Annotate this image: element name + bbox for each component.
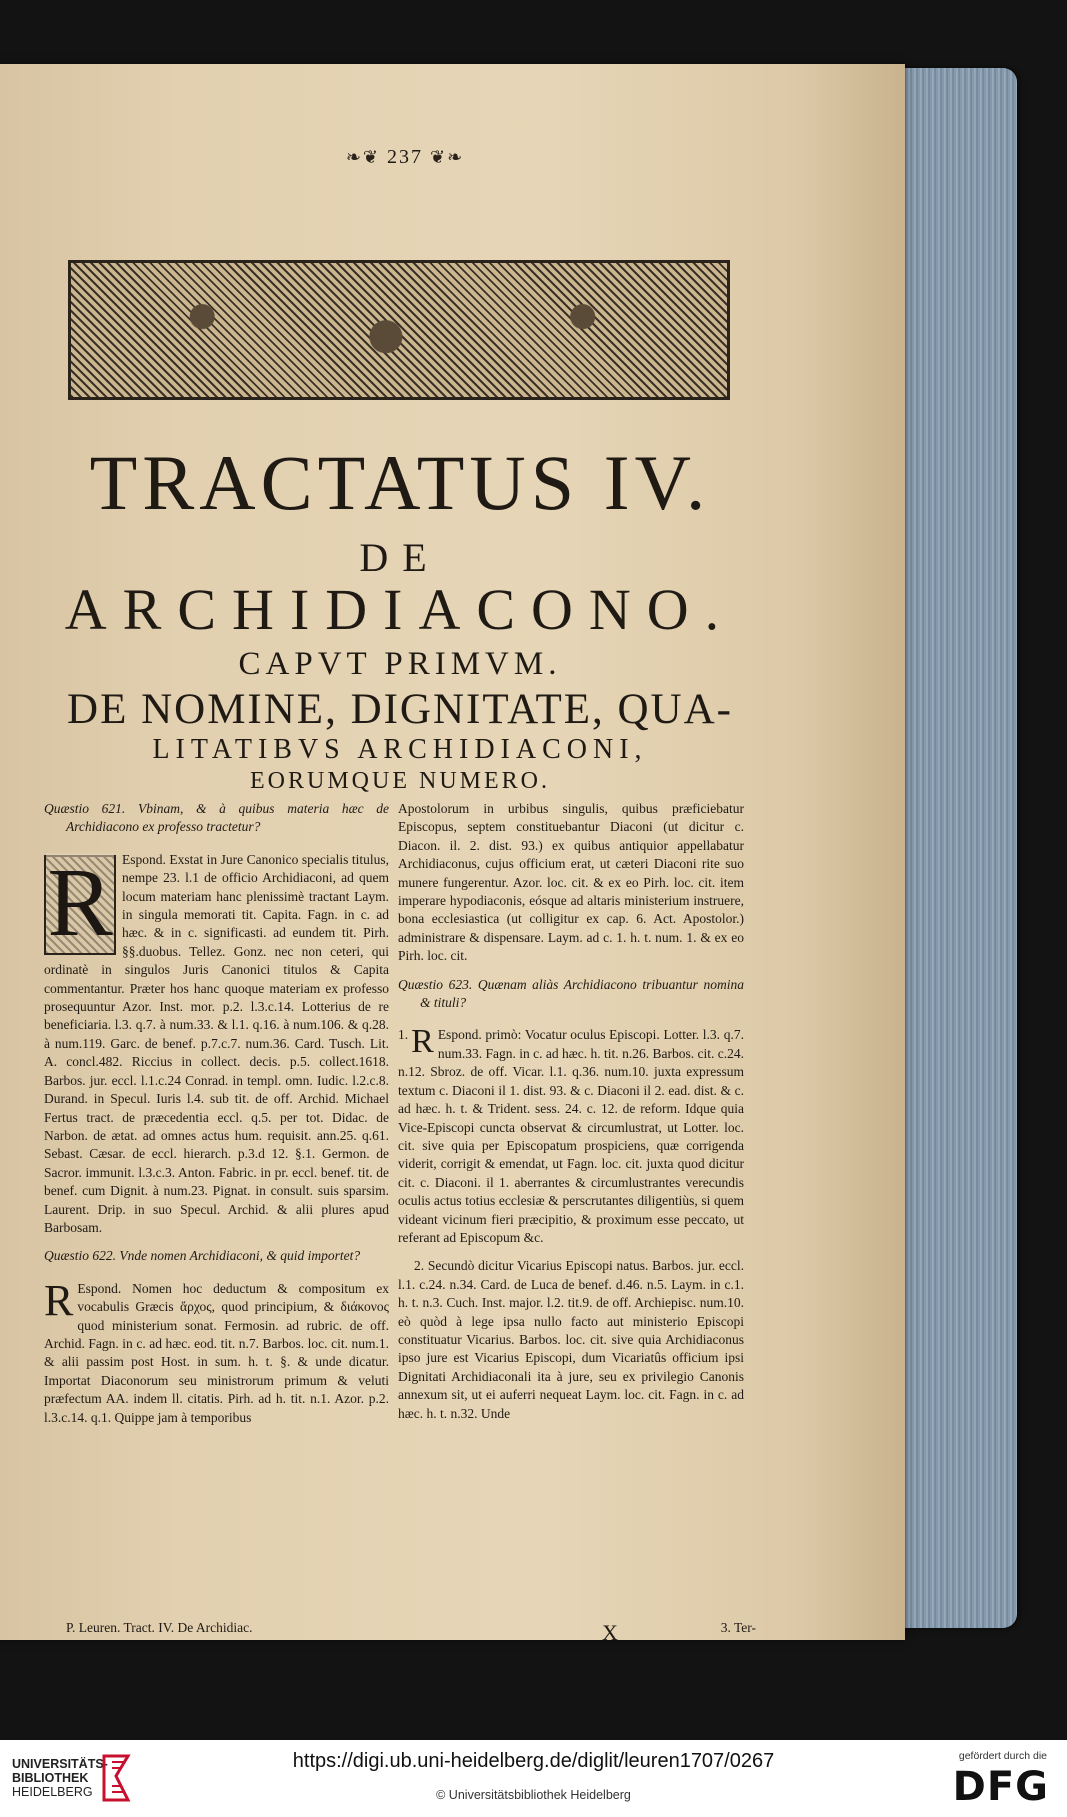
permalink-url[interactable]: https://digi.ub.uni-heidelberg.de/diglit/leuren1707/0267 [292,1750,775,1772]
ub-line-1: UNIVERSITÄTS- [12,1757,108,1771]
question-622-answer: Espond. Nomen hoc deductum & compositum ex vocabulis Græcis ἄρχος, quod principium, & διάκονος quod ministerium sonat. Fermosin. ad rubric. de off. Archid. Fagn. in c. ad hæc. eod. tit. n.7. Barbos. loc. cit. num.1. & alii passim post Host. in sum. h. t. §. & unde dicatur. Importat Diaconorum seu ministrorum primum & veluti præfectum AA. indem ll. citatis. Pirh. ad h. tit. n.1. Azor. p.2. l.3.c.14. q.1. Quippe jam à temporibus [44,1280,389,1425]
book-page [0,64,905,1645]
chapter-subtitle-line3: EORUMQUE NUMERO. [250,768,550,794]
ub-line-2: BIBLIOTHEK [12,1771,89,1785]
footer-signature: P. Leuren. Tract. IV. De Archidiac. [66,1620,253,1635]
ornamental-headpiece [68,260,730,400]
decorated-initial [44,848,116,957]
question-623-heading: Quæstio 623. Quænam aliàs Archidiacono tribuantur nomina & tituli? [398,976,744,1011]
catchword: 3. Ter- [720,1620,756,1635]
chapter-subtitle-line2: LITATIBVS ARCHIDIACONI, [152,734,648,765]
chapter-subtitle-line1: DE NOMINE, DIGNITATE, QUA- [67,686,733,733]
chapter-heading: CAPVT PRIMVM. [238,646,562,682]
right-text-column [398,800,744,1620]
title-de: DE [359,535,441,580]
signature-mark: X [602,1620,618,1645]
left-text-column [44,800,389,1620]
copyright-notice: © Universitätsbibliothek Heidelberg [436,1788,631,1802]
question-621-answer: Espond. Exstat in Jure Canonico specialis titulus, nempe 23. l.1 de officio Archidiaconi, ad quem locum materiam hanc plenissimè tractant Laym. in singula memorati tit. Capita. Fagn. in c. ad hæc. & in c. significasti. ad eundem tit. Pirh. §§.duobus. Tellez. Gonz. nec non ceteri, qui ordinatè in singulos Juris Canonici titulos & Capita commentantur. Præter hos hanc quoque materiam ex professo prosequuntur Azor. Inst. mor. p.2. l.3.c.14. Lotterius de re beneficiaria. l.3. q.7. à num.33. & l.1. q.16. à num.106. & q.28. à num.119. Garc. de benef. p.7.c.7. num.36. Card. Tusch. Lit. A. concl.482. Riccius in collect. decis. p.5. collect.1618. Barbos. jur. eccl. l.1.c.24 Conrad. in templ. omn. Iudic. l.2.c.8. Durand. in Specul. Iuris l.4. sub tit. de off. Archid. Michael Fertus tract. de præcedentia eccl. q.5. per tot. Didac. de Narbon. de ætat. ad omnes actus hum. requisit. ann.25. q.61. Sebast. Cæsar. de eccl. hierarch. p.3.d 12. §.1. Germon. de Sacror. immunit. l.3.c.3. Anton. Fabric. in pr. eccl. benef. tit. de benef. cum Dignit. à num.23. Pignat. in consult. suis sparsim. Laurent. Drip. in suo Specul. Archid. & alii plures apud Barbosam. [44,851,389,1235]
right-column-continuation: Apostolorum in urbibus singulis, quibus præficiebatur Episcopus, septem constituebantur Diaconi (ut dicitur c. Diacon. il. 2. dist. 93.) ex quibus antiquior appellabatur Archidiaconus, cujus officium erat, ut cæteri Diaconi rite suo munere fungerentur. Azor. loc. cit. & ex eo Pirh. loc. cit. item imperare hypodiaconis, eósque ad altaris ministerium instruere, bona ecclesiastica (ut colligitur ex cap. 6. Act. Apostolor.) administrare & dispensare. Laym. ad c. 1. h. t. num. 1. & ex eo Pirh. loc. cit. [398,801,744,964]
initial-622: R [44,1275,74,1325]
funding-note: gefördert durch die [958,1750,1047,1762]
page-footer [66,1620,756,1645]
page-header [325,146,485,176]
title-archidiacono: ARCHIDIACONO. [64,577,736,642]
paragraph-number-1: 1. [398,1027,409,1043]
question-622-heading: Quæstio 622. Vnde nomen Archidiaconi, & quid importet? [44,1248,361,1264]
initial-623: R [411,1023,434,1061]
decorated-initial-letter: R [47,848,113,957]
question-623-paragraph-2: 2. Secundò dicitur Vicarius Episcopi natus. Barbos. jur. eccl. l.1. c.24. n.34. Card. de Luca de benef. d.46. n.5. Laym. in c.1. h. t. n.3. Cuch. Inst. major. l.2. tit.9. de off. Archiepisc. num.10. eò quòd à lege ipsa nullo facto aut ministerio Episcopi constituatur Vicarius. Barbos. loc. cit. sive quia Archidiaconus ipso jure est Vicarius Episcopi, dum Vicariatûs officium ipsi Dignitati Archidiaconali ita à jure, seu ex privilegio Canonis annexum sit, ut ei auferri nequeat Laym. loc. cit. Fagn. in c. ad hæc. h. t. n.32. Unde [398,1258,744,1421]
question-621-heading: Quæstio 621. Vbinam, & à quibus materia hæc de Archidiacono ex professo tractetur? [44,801,389,835]
dfg-logo[interactable]: DFG [952,1764,1049,1810]
question-623-answer: Espond. primò: Vocatur oculus Episcopi. Lotter. l.3. q.7. num.33. Fagn. in c. ad hæc. h. tit. n.26. Barbos. cit. c.24. n.12. Sbroz. de off. Vicar. l.1. q.36. num.10. juxta expressum textum c. Diaconi il 1. dist. 93. & c. Diaconi il 2. ead. dist. & c. ad hæc. h. t. & Trident. sess. 24. c. 12. de reform. Idque quia Vice-Episcopi cuncta observat & circumlustrat, ut Lotter. loc. cit. sive quia per Episcopatum prospiciens, quæ corrigenda viderit, corrigit & emendat, ut Fagn. loc. cit. juxta quod dicitur cit. c. Diaconi. il 1. aberrantes & circumlustrantes verecundis oculis actus totius ecclesiæ & perscrutantes diligentiùs, si quem videant vicinum fieri præcipitio, & proximum esse peccato, ut referant ad Episcopum &c. [398,1027,744,1245]
ornament-left-icon: ❧❦ [345,147,380,167]
page-edges [895,68,1017,1628]
ornament-right-icon: ❦❧ [430,147,465,167]
ub-line-3: HEIDELBERG [12,1785,93,1799]
treatise-title: TRACTATUS IV. [89,439,711,526]
viewer-footer-bar [0,1740,1067,1817]
page-number: 237 [387,146,423,168]
